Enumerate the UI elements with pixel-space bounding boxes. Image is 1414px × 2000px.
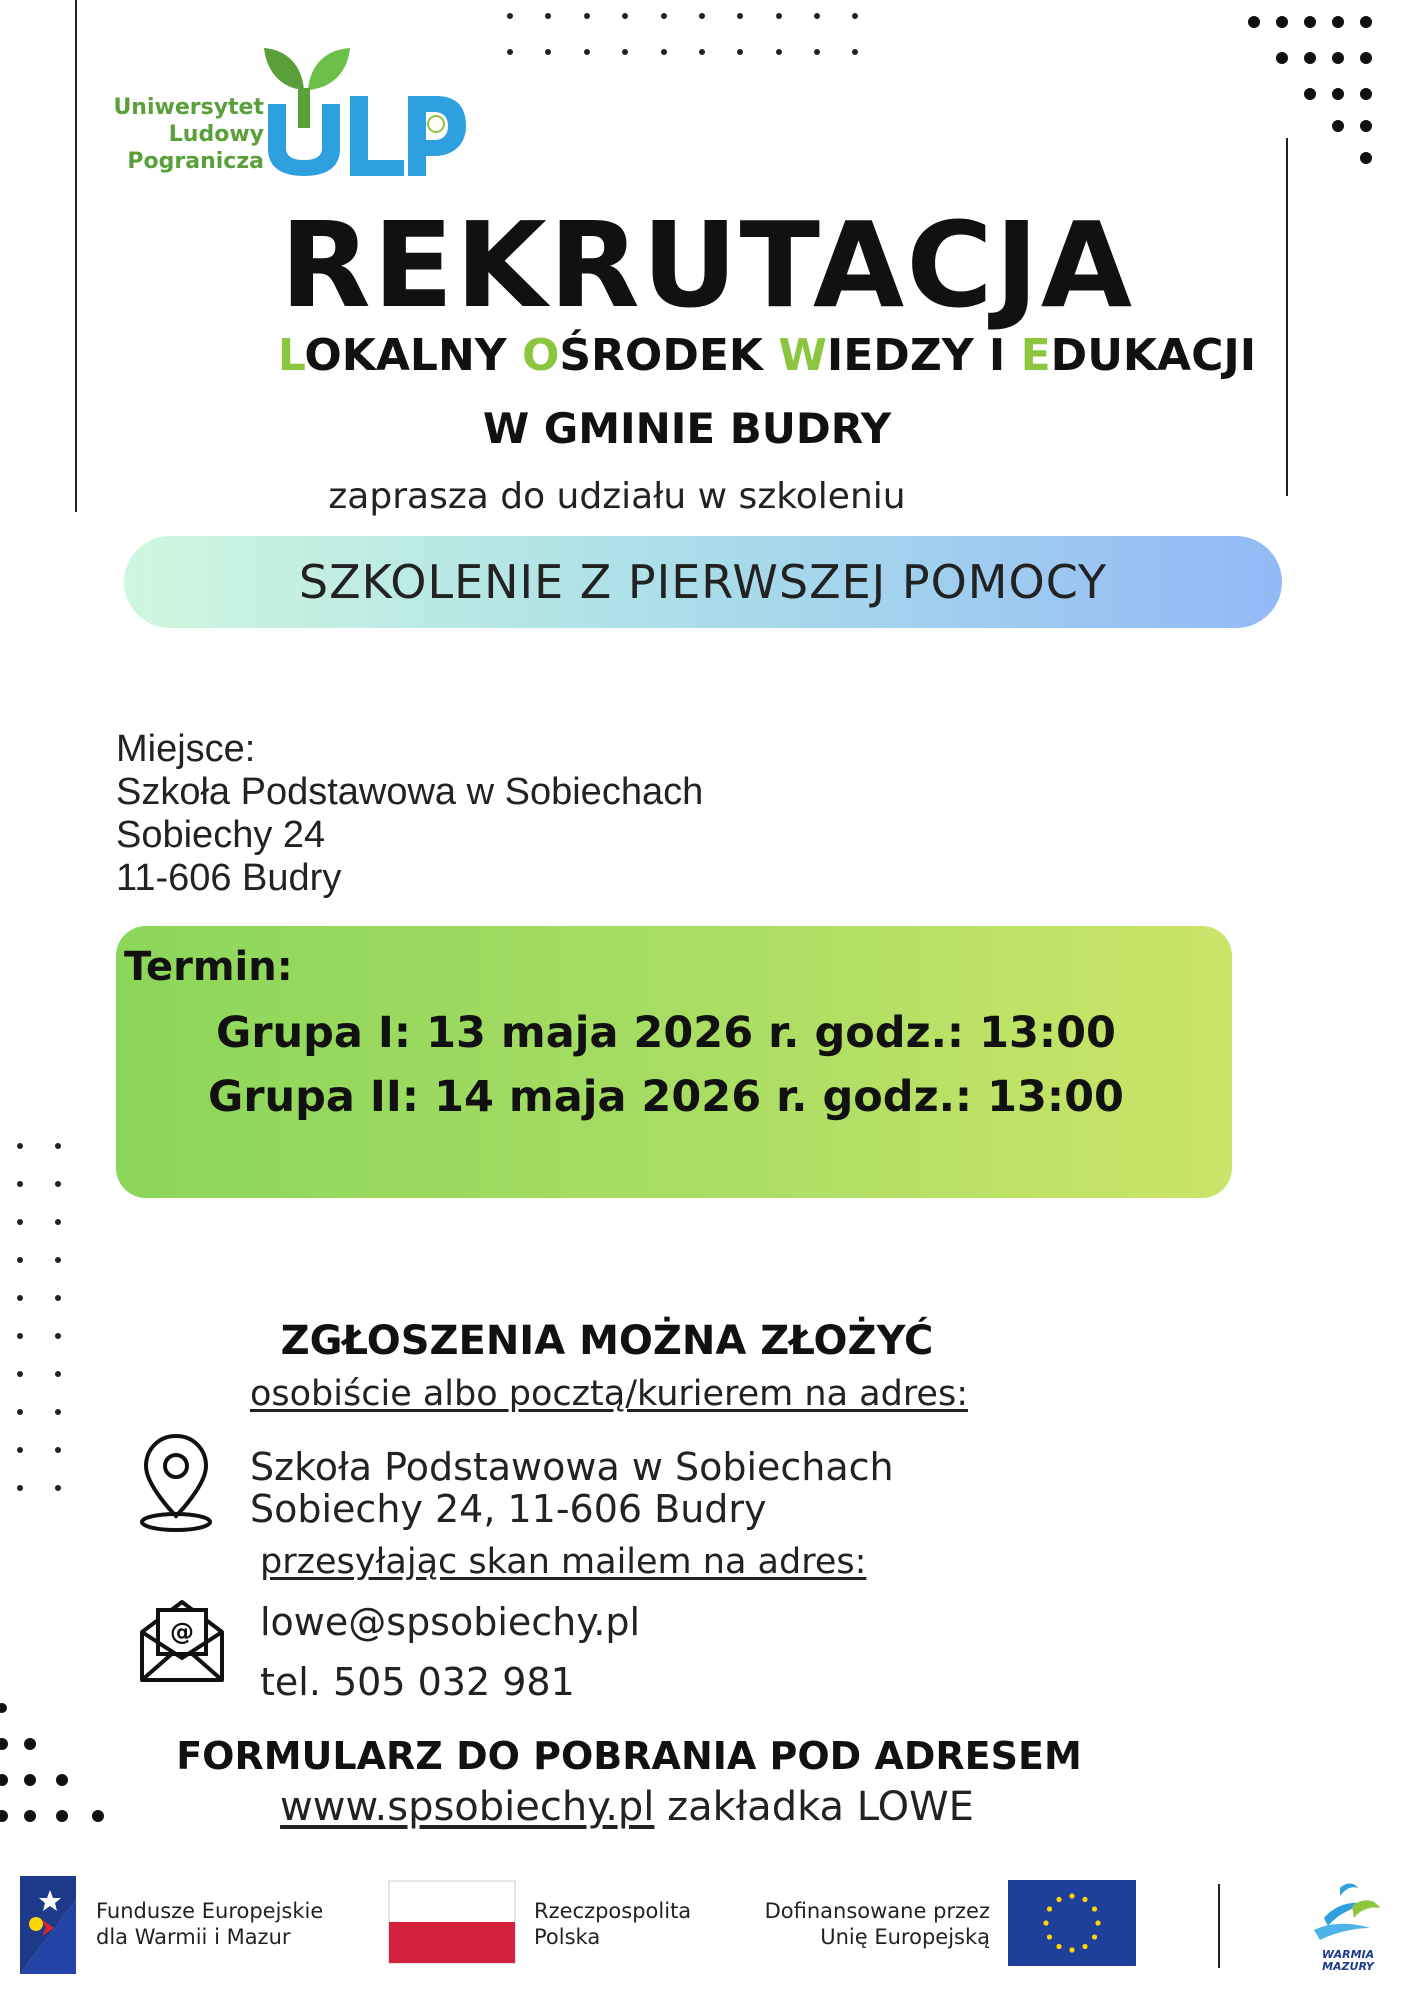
address-line-1: Szkoła Podstawowa w Sobiechach xyxy=(250,1445,894,1489)
page-title: REKRUTACJA xyxy=(279,196,1135,334)
schedule-label: Termin: xyxy=(124,944,293,990)
schedule-group-2: Grupa II: 14 maja 2026 r. godz.: 13:00 xyxy=(208,1072,1124,1122)
footer-divider xyxy=(1218,1884,1220,1968)
schedule-group-1: Grupa I: 13 maja 2026 r. godz.: 13:00 xyxy=(216,1008,1116,1058)
schedule-box xyxy=(116,926,1232,1198)
training-name: SZKOLENIE Z PIERWSZEJ POMOCY xyxy=(298,555,1108,609)
place-line-3: 11-606 Budry xyxy=(116,857,342,899)
form-download-address xyxy=(0,1784,1334,1830)
warmia-mazury-logo xyxy=(1300,1878,1396,1974)
top-right-dots-decoration xyxy=(1240,12,1414,172)
address-line-2: Sobiechy 24, 11-606 Budry xyxy=(250,1487,767,1531)
submission-by-email-label: przesyłając skan mailem na adres: xyxy=(260,1542,867,1582)
contact-email[interactable]: lowe@spsobiechy.pl xyxy=(260,1600,641,1644)
ulp-logo-mark xyxy=(258,44,468,179)
website-tab-suffix: zakładka LOWE xyxy=(654,1784,974,1830)
invitation-text: zaprasza do udziału w szkoleniu xyxy=(328,476,906,517)
ulp-logo-text: Uniwersytet Ludowy Pogranicza xyxy=(113,95,264,174)
website-link[interactable]: www.spsobiechy.pl xyxy=(280,1784,655,1830)
center-name: LOKALNY OŚRODEK WIEDZY I EDUKACJI xyxy=(277,330,1257,381)
form-download-title: FORMULARZ DO POBRANIA POD ADRESEM xyxy=(176,1734,1082,1778)
european-funds-logo xyxy=(20,1870,80,1980)
place-info xyxy=(116,728,703,900)
svg-text:WARMIA: WARMIA xyxy=(1321,1948,1375,1961)
place-label: Miejsce: xyxy=(116,728,256,770)
contact-phone: tel. 505 032 981 xyxy=(260,1660,575,1704)
top-dots-decoration xyxy=(500,8,880,58)
eu-flag xyxy=(1008,1880,1136,1966)
eu-funding-text: Dofinansowane przez Unię Europejską xyxy=(764,1899,990,1949)
submission-address xyxy=(250,1446,894,1530)
place-line-2: Sobiechy 24 xyxy=(116,814,326,856)
submissions-title: ZGŁOSZENIA MOŻNA ZŁOŻYĆ xyxy=(280,1318,934,1364)
email-envelope-icon xyxy=(136,1596,228,1686)
poland-text: Rzeczpospolita Polska xyxy=(534,1899,692,1949)
municipality-name: W GMINIE BUDRY xyxy=(482,404,892,453)
training-banner xyxy=(124,536,1282,628)
svg-text:@: @ xyxy=(170,1618,194,1646)
european-funds-text: Fundusze Europejskie dla Warmii i Mazur xyxy=(96,1899,324,1949)
map-pin-icon xyxy=(136,1430,216,1534)
place-line-1: Szkoła Podstawowa w Sobiechach xyxy=(116,771,704,813)
poland-flag xyxy=(388,1880,516,1964)
svg-text:MAZURY: MAZURY xyxy=(1322,1960,1374,1973)
submission-by-post-label: osobiście albo pocztą/kurierem na adres: xyxy=(250,1374,968,1414)
